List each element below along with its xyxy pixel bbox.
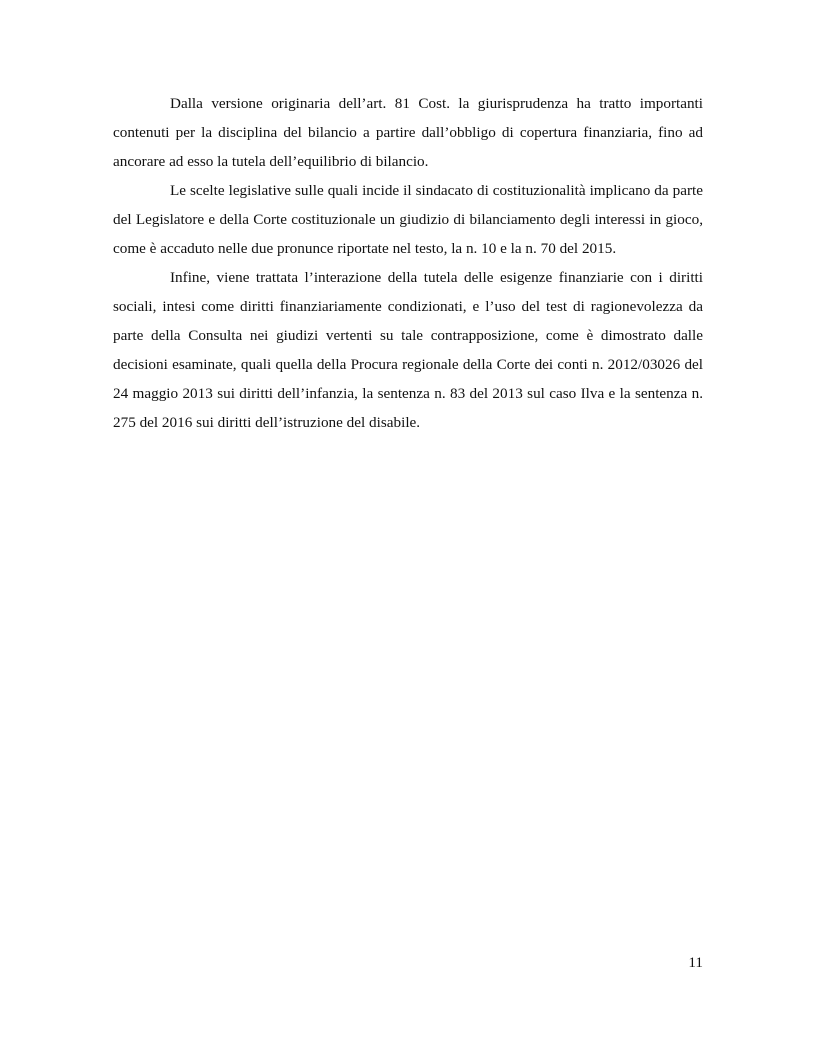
paragraph-legislative-choices: Le scelte legislative sulle quali incide il sindacato di costituzionalità implicano da parte del Legislatore e della Corte costituzionale un giudizio di bilanciamento degli interessi in gioco, come è accaduto nelle due pronunce riportate nel testo, la n. 10 e la n. 70 del 2015.: [113, 182, 703, 257]
paragraph-social-rights: Infine, viene trattata l’interazione della tutela delle esigenze finanziarie con i diritti sociali, intesi come diritti finanziariamente condizionati, e l’uso del test di ragionevolezza da parte della Consulta nei giudizi vertenti su tale contrapposizione, come è dimostrato dalle decisioni esaminate, quali quella della Procura regionale della Corte dei conti n. 2012/03026 del 24 maggio 2013 sui diritti dell’infanzia, la sentenza n. 83 del 2013 sul caso Ilva e la sentenza n. 275 del 2016 sui diritti dell’istruzione del disabile.: [113, 269, 703, 431]
body-text: [113, 89, 703, 437]
paragraph-budget-article-81: Dalla versione originaria dell’art. 81 Cost. la giurisprudenza ha tratto importanti contenuti per la disciplina del bilancio a partire dall’obbligo di copertura finanziaria, fino ad ancorare ad esso la tutela dell’equilibrio di bilancio.: [113, 95, 703, 170]
page-number: 11: [688, 954, 703, 971]
